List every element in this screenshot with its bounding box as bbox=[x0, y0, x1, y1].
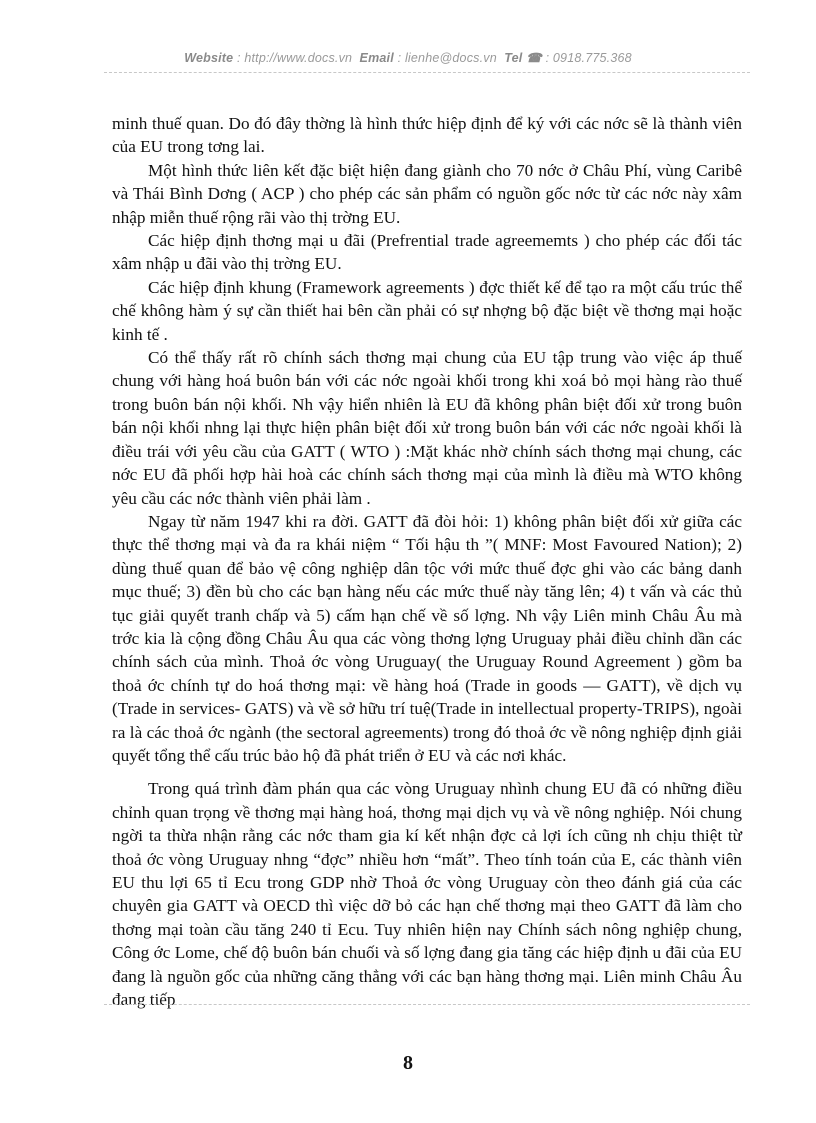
website-url: : http://www.docs.vn bbox=[237, 51, 353, 65]
tel-label: Tel ☎ bbox=[504, 51, 542, 65]
document-body bbox=[112, 112, 742, 1011]
footer-divider bbox=[104, 1004, 750, 1005]
email-address: : lienhe@docs.vn bbox=[397, 51, 497, 65]
paragraph-1: minh thuế quan. Do đó đây thờng là hình thức hiệp định để ký với các nớc sẽ là thành viên của EU trong tơng lai. bbox=[112, 114, 742, 157]
page-number: 8 bbox=[403, 1052, 413, 1074]
website-label: Website bbox=[184, 51, 234, 65]
page-header bbox=[0, 50, 816, 65]
paragraph-4: Các hiệp định khung (Framework agreements ) đợc thiết kế để tạo ra một cấu trúc thể chế không hàm ý sự cần thiết hai bên cần phải có sự nhợng bộ đặc biệt về thơng mại hoặc kinh tế . bbox=[112, 277, 742, 344]
tel-number: : 0918.775.368 bbox=[545, 51, 632, 65]
paragraph-2: Một hình thức liên kết đặc biệt hiện đang giành cho 70 nớc ở Châu Phí, vùng Caribê và Thái Bình Dơng ( ACP ) cho phép các sản phẩm có nguồn gốc nớc từ các nớc này xâm nhập miễn thuế rộng rãi vào thị trờng EU. bbox=[112, 160, 742, 227]
header-divider bbox=[104, 72, 750, 73]
paragraph-3: Các hiệp định thơng mại u đãi (Prefrential trade agreememts ) cho phép các đối tác xâm nhập u đãi vào thị trờng EU. bbox=[112, 231, 742, 274]
paragraph-6: Ngay từ năm 1947 khi ra đời. GATT đã đòi hỏi: 1) không phân biệt đối xử giữa các thực thể thơng mại và đa ra khái niệm “ Tối hậu th ”( MNF: Most Favoured Nation); 2) dùng thuế quan để bảo vệ công nghiệp dân tộc với mức thuế đợc ghi vào các bảng danh mục thuế; 3) đền bù cho các bạn hàng nếu các mức thuế này tăng lên; 4) t vấn và các thủ tục giải quyết tranh chấp và 5) cấm hạn chế về số lợng. Nh vậy Liên minh Châu Âu mà trớc kia là cộng đồng Châu Âu qua các vòng thơng lợng Uruguay phải điều chỉnh dần các chính sách của mình. Thoả ớc vòng Uruguay( the Uruguay Round Agreement ) gồm ba thoả ớc chính tự do hoá thơng mại: về hàng hoá (Trade in goods — GATT), về dịch vụ (Trade in services- GATS) và về sở hữu trí tuệ(Trade in intellectual property-TRIPS), ngoài ra là các thoả ớc ngành (the sectoral agreements) trong đó thoả ớc về nông nghiệp định giải quyết tổng thể cấu trúc bảo hộ đã phát triển ở EU và các nơi khác. bbox=[112, 511, 742, 765]
paragraph-7: Trong quá trình đàm phán qua các vòng Uruguay nhình chung EU đã có những điều chỉnh quan trọng về thơng mại hàng hoá, thơng mại dịch vụ và về nông nghiệp. Nói chung ngời ta thừa nhận rằng các nớc tham gia kí kết nhận đợc cả lợi ích cũng nh chịu thiệt từ thoả ớc vòng Uruguay nhng “đợc” nhiều hơn “mất”. Theo tính toán của E, các thành viên EU thu lợi 65 tỉ Ecu trong GDP nhờ Thoả ớc vòng Uruguay còn theo đánh giá của các chuyên gia GATT và OECD thì việc dỡ bỏ các hạn chế thơng mại theo GATT đã làm cho thơng mại toàn cầu tăng 240 tỉ Ecu. Tuy nhiên hiện nay Chính sách nông nghiệp chung, Công ớc Lome, chế độ buôn bán chuối và số lợng đang gia tăng các hiệp định u đãi của EU đang là nguồn gốc của những căng thẳng với các bạn hàng thơng mại. Liên minh Châu Âu đang tiếp bbox=[112, 779, 742, 1010]
paragraph-5: Có thể thấy rất rõ chính sách thơng mại chung của EU tập trung vào việc áp thuế chung với hàng hoá buôn bán với các nớc ngoài khối trong khi xoá bỏ mọi hàng rào thuế trong buôn bán nội khối. Nh vậy hiển nhiên là EU đã không phân biệt đối xử trong buôn bán nội khối nhng lại thực hiện phân biệt đối xử trong buôn bán với các nớc ngoài khối là điều trái với yêu cầu của GATT ( WTO ) :Mặt khác nhờ chính sách thơng mại chung, các nớc EU đã phối hợp hài hoà các chính sách thơng mại của mình là điều mà WTO không yêu cầu các nớc thành viên phải làm . bbox=[112, 348, 742, 508]
email-label: Email bbox=[359, 51, 394, 65]
